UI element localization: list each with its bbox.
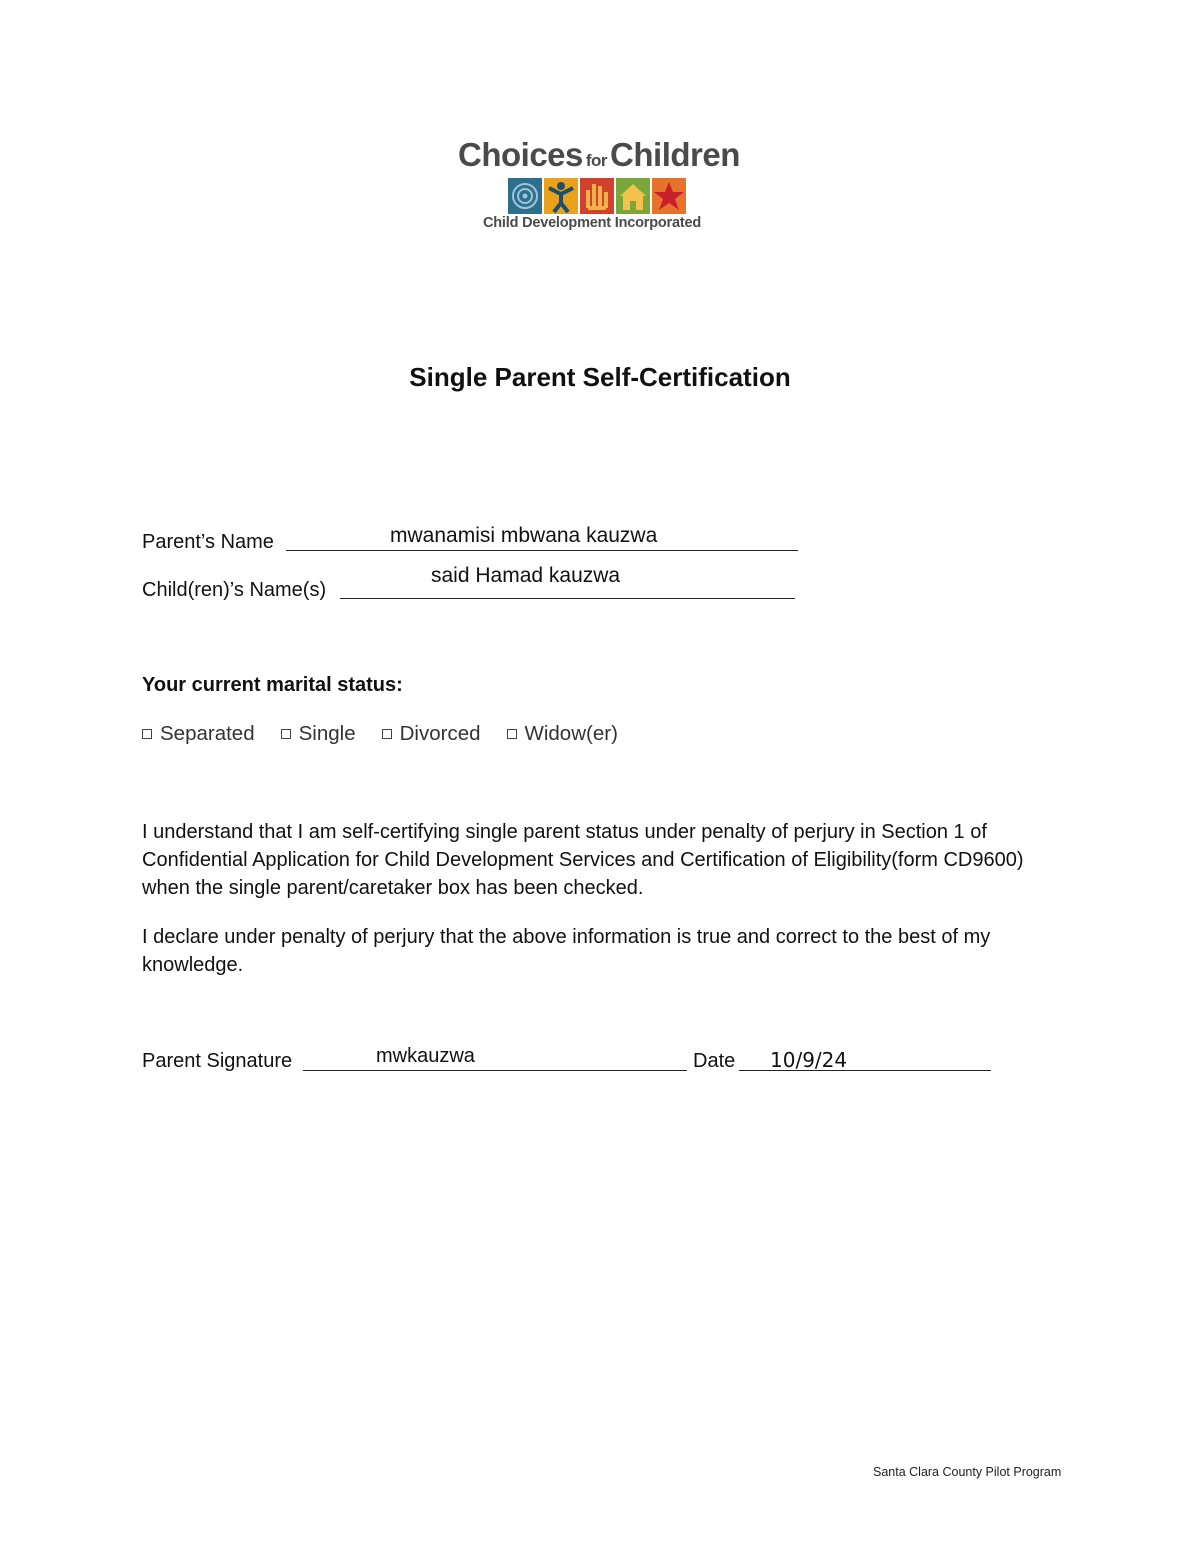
child-name-label: Child(ren)’s Name(s) xyxy=(142,579,327,601)
signature-label: Parent Signature xyxy=(142,1050,293,1072)
checkbox-widower[interactable] xyxy=(507,729,517,739)
option-divorced-label: Divorced xyxy=(399,722,481,745)
date-label: Date xyxy=(693,1050,736,1072)
child-figure-icon xyxy=(544,178,578,214)
option-widower[interactable] xyxy=(507,722,618,746)
logo-subtitle: Child Development Incorporated xyxy=(483,215,701,231)
page-title: Single Parent Self-Certification xyxy=(409,362,791,392)
checkbox-single[interactable] xyxy=(281,729,291,739)
parent-name-field[interactable]: mwanamisi mbwana kauzwa xyxy=(390,524,658,547)
checkbox-separated[interactable] xyxy=(142,729,152,739)
logo-title xyxy=(458,136,740,174)
certification-paragraph: I understand that I am self-certifying single parent status under penalty of perjury in Section 1 of Confidential Application for Child Development Services and Certification of Eligibility(form CD9600) when the single parent/caretaker box has been checked. xyxy=(142,821,1024,899)
signature-field[interactable]: mwkauzwa xyxy=(376,1045,475,1067)
marital-status-heading: Your current marital status: xyxy=(142,674,403,696)
parent-name-line xyxy=(286,550,798,551)
house-icon xyxy=(616,178,650,214)
star-icon xyxy=(652,178,686,214)
marital-status-options xyxy=(142,722,644,746)
option-separated[interactable] xyxy=(142,722,255,746)
date-field[interactable]: 10/9/24 xyxy=(770,1048,848,1072)
logo-word-choices: Choices xyxy=(458,136,583,173)
spiral-icon xyxy=(508,178,542,214)
logo-word-for: for xyxy=(585,151,608,170)
child-name-line xyxy=(340,598,795,599)
logo-tiles xyxy=(508,178,686,214)
option-divorced[interactable] xyxy=(382,722,481,746)
option-single-label: Single xyxy=(298,722,356,745)
hand-print-icon xyxy=(580,178,614,214)
option-single[interactable] xyxy=(281,722,356,746)
declaration-paragraph: I declare under penalty of perjury that the above information is true and correct to the best of my knowledge. xyxy=(142,926,991,976)
option-widower-label: Widow(er) xyxy=(524,722,618,745)
option-separated-label: Separated xyxy=(160,722,255,745)
child-name-field[interactable]: said Hamad kauzwa xyxy=(431,564,621,587)
checkbox-divorced[interactable] xyxy=(382,729,392,739)
parent-name-label: Parent’s Name xyxy=(142,531,274,553)
signature-line xyxy=(303,1070,687,1071)
footer-text: Santa Clara County Pilot Program xyxy=(873,1465,1062,1479)
logo-word-children: Children xyxy=(610,136,740,173)
